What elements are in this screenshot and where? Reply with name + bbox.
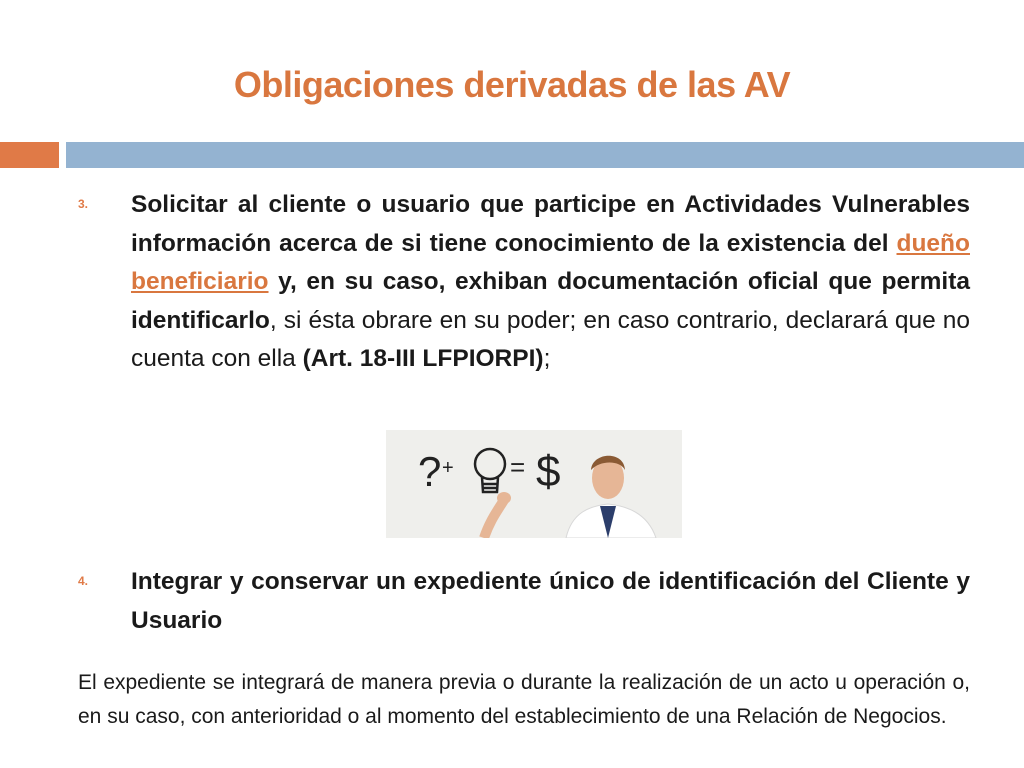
item3-text-part-3: , si ésta obrare en su poder; en caso contrario, declarará que no cuenta con ella bbox=[131, 306, 970, 372]
equals-glyph: = bbox=[510, 452, 526, 482]
idea-money-illustration bbox=[386, 430, 682, 538]
question-glyph: ? bbox=[418, 448, 442, 495]
plus-glyph: + bbox=[442, 457, 454, 479]
list-item-3 bbox=[78, 186, 970, 379]
dollar-glyph: $ bbox=[536, 447, 561, 496]
dueno-beneficiario-link[interactable]: dueño beneficiario bbox=[131, 229, 970, 295]
item3-text-part-2: y, en su caso, exhiban documentación oficial que permita identificarlo bbox=[131, 268, 970, 334]
list-item-4 bbox=[78, 563, 970, 640]
accent-bar-orange bbox=[0, 142, 59, 168]
illustration-svg bbox=[386, 430, 682, 538]
legal-reference: (Art. 18-III LFPIORPI) bbox=[302, 345, 544, 372]
list-item-text: Integrar y conservar un expediente único de identificación del Cliente y Usuario bbox=[131, 568, 970, 634]
slide-title: Obligaciones derivadas de las AV bbox=[233, 64, 791, 105]
list-item-text bbox=[131, 186, 970, 379]
list-number: 4. bbox=[78, 574, 89, 588]
item3-text-part-5: ; bbox=[543, 345, 551, 372]
expediente-paragraph: El expediente se integrará de manera previa o durante la realización de un acto u operación o, en su caso, con anterioridad o al momento del establecimiento de una Relación de Negocios. bbox=[78, 671, 970, 728]
accent-bar-blue bbox=[66, 142, 1024, 168]
list-number: 3. bbox=[78, 197, 89, 211]
item3-text-part-1: Solicitar al cliente o usuario que participe en Actividades Vulnerables información acerca de si tiene conocimiento de la existencia del bbox=[131, 191, 970, 257]
